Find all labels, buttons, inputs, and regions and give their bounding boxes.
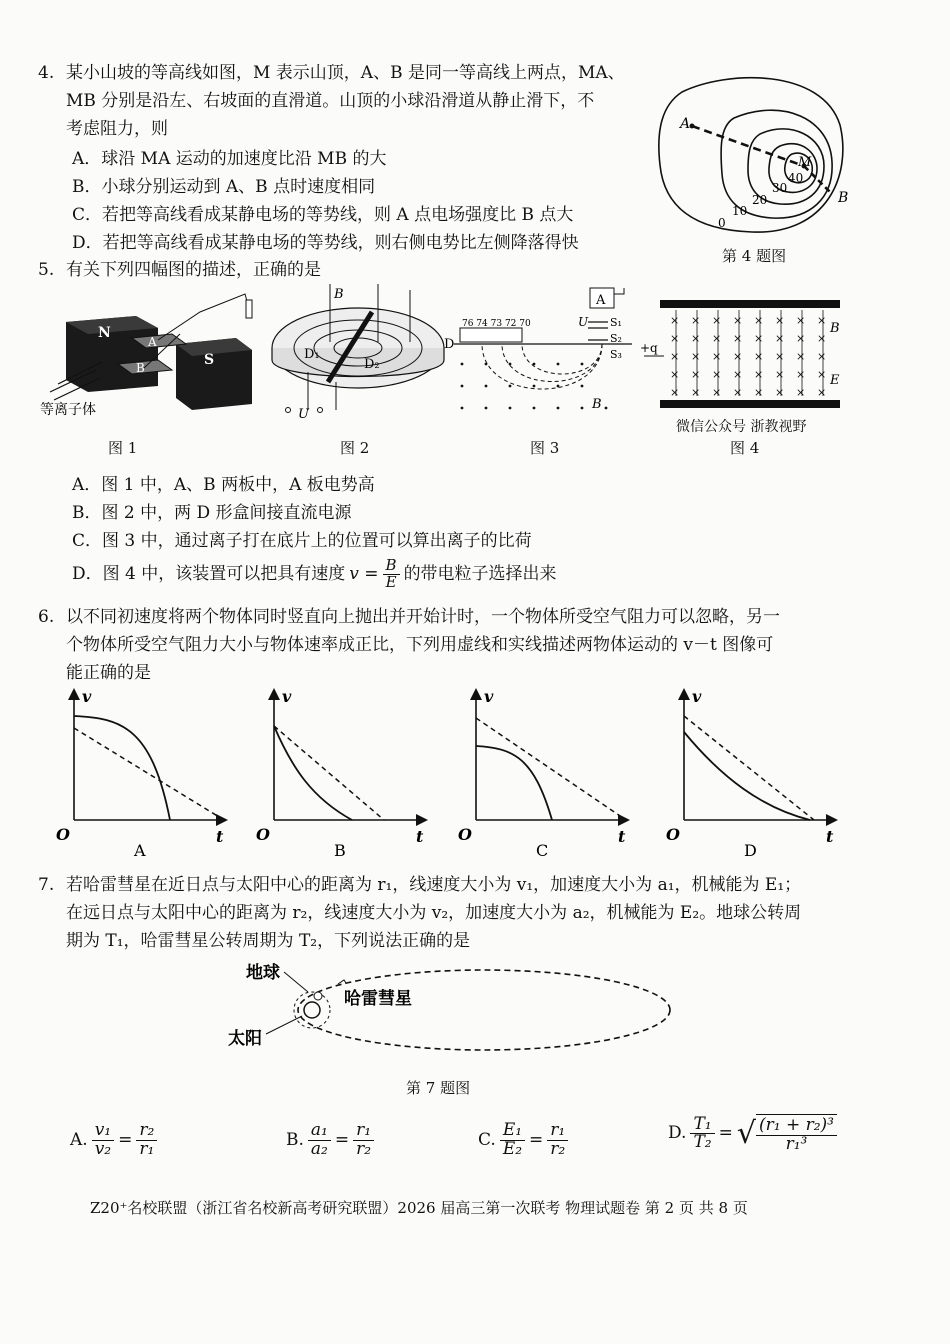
field-x-mark: × (670, 332, 680, 345)
denominator: v₂ (94, 1138, 112, 1159)
option-label: B. (286, 1129, 304, 1150)
dashed-curve (476, 718, 626, 820)
label-s: S (204, 352, 215, 368)
q5-option-d-text: D．图 4 中，该装置可以把具有速度 (72, 563, 346, 584)
q5-number: 5. (38, 260, 55, 280)
earth-orbit (294, 992, 330, 1028)
field-x-mark: × (817, 332, 827, 345)
field-x-mark: × (796, 350, 806, 363)
axis-label-t: t (618, 827, 626, 846)
q5-fig4 (640, 296, 855, 421)
label-c30: 30 (772, 181, 788, 195)
left-fraction (92, 1122, 114, 1159)
solid-curve (274, 726, 352, 820)
label-a: A (596, 293, 606, 308)
q5-fig2 (268, 282, 448, 422)
numerator: r₁ (353, 1122, 374, 1141)
earth (314, 992, 322, 1000)
label-e: E (830, 373, 840, 388)
field-x-mark: × (691, 350, 701, 363)
q5-option-a: A．图 1 中，A、B 两板中，A 板电势高 (72, 475, 375, 495)
q7-stem-line-3: 期为 T₁，哈雷彗星公转周期为 T₂，下列说法正确的是 (66, 931, 471, 951)
label-m: M (798, 155, 812, 170)
q7-option-d: D. $\frac{\text{T₁}}{\text{T₂}}$ = √ $\frac{\text{(r₁ + r₂)³}}{\text{r₁³}}$ (668, 1114, 837, 1154)
field-x-mark: × (754, 386, 764, 399)
field-x-mark: × (670, 350, 680, 363)
contour-10 (721, 110, 832, 218)
q4-option-c: C．若把等高线看成某静电场的等势线，则 A 点电场强度比 B 点大 (72, 205, 574, 225)
q6-stem-line-1: 以不同初速度将两个物体同时竖直向上抛出并开始计时，一个物体所受空气阻力可以忽略，另一 (66, 607, 780, 627)
graph-option-label: D (744, 841, 757, 858)
sqrt-icon: √ (736, 1115, 756, 1151)
label-earth: 地球 (246, 963, 280, 983)
graph-option-label: B (334, 841, 346, 858)
q7-option-b: B. $\frac{\text{a₁}}{\text{a₂}}$ = $\frac{\text{r₁}}{\text{r₂}}$ (286, 1122, 374, 1159)
label-n: N (98, 325, 111, 341)
field-x-mark: × (796, 386, 806, 399)
numerator: T₁ (690, 1116, 714, 1135)
right-fraction (756, 1114, 837, 1154)
graph-option-label: A (134, 841, 146, 858)
q4-option-b: B．小球分别运动到 A、B 点时速度相同 (72, 177, 376, 197)
solid-curve (476, 746, 552, 820)
label-s1: S₁ (610, 316, 622, 329)
axis-label-v: v (484, 688, 494, 706)
field-x-mark: × (775, 368, 785, 381)
field-x-mark: × (733, 350, 743, 363)
v-axis-arrow-icon (470, 688, 482, 700)
axis-label-t: t (216, 827, 224, 846)
q6-stem-line-2: 个物体所受空气阻力大小与物体速率成正比，下列用虚线和实线描述两物体运动的 v－t 图像可 (66, 635, 774, 655)
vt-graph-b (252, 688, 432, 858)
label-u: U (578, 315, 589, 329)
label-q: +q (640, 341, 658, 355)
left-fraction (500, 1122, 525, 1159)
denominator: a₂ (310, 1138, 328, 1159)
option-label: D. (668, 1123, 687, 1144)
label-d: D (444, 337, 455, 352)
field-x-mark: × (775, 332, 785, 345)
label-b: B (334, 287, 344, 302)
field-x-mark: × (817, 386, 827, 399)
field-x-mark: × (691, 368, 701, 381)
q5-option-c: C．图 3 中，通过离子打在底片上的位置可以算出离子的比荷 (72, 531, 532, 551)
graph-option-label: C (536, 841, 549, 858)
q4-option-a: A．球沿 MA 运动的加速度比沿 MB 的大 (72, 149, 387, 169)
label-s3: S₃ (610, 348, 622, 361)
q5-option-d-fraction (383, 558, 400, 591)
right-fraction (353, 1122, 374, 1159)
label-d1: D₁ (304, 347, 320, 362)
axis-label-v: v (692, 688, 702, 706)
right-fraction (547, 1122, 568, 1159)
field-x-mark: × (817, 350, 827, 363)
field-x-mark: × (733, 314, 743, 327)
q5-fig1-caption: 图 1 (108, 439, 138, 457)
field-x-mark: × (733, 332, 743, 345)
q4-number: 4. (38, 63, 55, 83)
v-axis-arrow-icon (68, 688, 80, 700)
q4-figure-caption: 第 4 题图 (722, 247, 787, 265)
t-axis-arrow-icon (216, 814, 228, 826)
q5-option-d (72, 558, 557, 591)
field-x-mark: × (733, 368, 743, 381)
dashed-curve (74, 728, 224, 820)
field-x-mark: × (712, 368, 722, 381)
q4-stem-line-2: MB 分别是沿左、右坡面的直滑道。山顶的小球沿滑道从静止滑下，不 (66, 91, 595, 111)
q5-watermark: 微信公众号 浙教视野 (676, 419, 807, 435)
vt-graph-c (454, 688, 634, 858)
field-x-mark: × (670, 368, 680, 381)
q7-stem-line-1: 若哈雷彗星在近日点与太阳中心的距离为 r₁，线速度大小为 v₁，加速度大小为 a₁，机械能为 E₁； (66, 875, 802, 895)
label-c10: 10 (732, 204, 748, 218)
q7-number: 7. (38, 875, 55, 895)
label-b: B (830, 321, 840, 336)
vt-graph-a (52, 688, 232, 858)
field-x-mark: × (733, 386, 743, 399)
label-sun: 太阳 (228, 1029, 262, 1049)
field-x-mark: × (691, 386, 701, 399)
t-axis-arrow-icon (826, 814, 838, 826)
field-x-mark: × (712, 314, 722, 327)
q5-fig4-caption: 图 4 (730, 439, 760, 457)
comet-orbit (298, 970, 670, 1050)
axis-label-v: v (282, 688, 292, 706)
solid-curve (684, 732, 810, 820)
field-x-mark: × (796, 332, 806, 345)
label-plate-a: A (148, 335, 157, 349)
sun (304, 1002, 320, 1018)
fraction-denominator: E (385, 572, 397, 591)
label-c40: 40 (788, 171, 804, 185)
q7-stem-line-2: 在远日点与太阳中心的距离为 r₂，线速度大小为 v₂，加速度大小为 a₂，机械能为 E₂。地球公转周 (66, 903, 802, 923)
q4-stem-line-1: 某小山坡的等高线如图，M 表示山顶，A、B 是同一等高线上两点，MA、 (66, 63, 625, 83)
label-b: B (592, 397, 602, 412)
origin-label: O (56, 825, 70, 844)
q6-stem-line-3: 能正确的是 (66, 663, 151, 683)
q4-option-d: D．若把等高线看成某静电场的等势线，则右侧电势比左侧降落得快 (72, 233, 579, 253)
field-x-mark: × (817, 314, 827, 327)
q5-fig2-caption: 图 2 (340, 439, 370, 457)
label-s2: S₂ (610, 332, 622, 345)
v-axis-arrow-icon (678, 688, 690, 700)
fraction-numerator: B (383, 558, 400, 575)
q5-stem: 有关下列四幅图的描述，正确的是 (66, 260, 321, 280)
denominator: r₁ (139, 1138, 155, 1159)
numerator: a₁ (308, 1122, 331, 1141)
label-u: U (298, 407, 309, 422)
axis-label-t: t (826, 827, 834, 846)
q7-option-a: A. $\frac{\text{v₁}}{\text{v₂}}$ = $\frac{\text{r₂}}{\text{r₁}}$ (70, 1122, 157, 1159)
numerator: r₂ (136, 1122, 157, 1141)
field-x-mark: × (712, 386, 722, 399)
left-fraction (690, 1113, 714, 1153)
q5-option-d-v: v = (349, 563, 379, 584)
label-d2: D₂ (364, 357, 380, 372)
q7-figure-caption: 第 7 题图 (406, 1079, 471, 1097)
denominator: r₂ (356, 1138, 372, 1159)
right-fraction (136, 1122, 157, 1159)
field-x-mark: × (712, 350, 722, 363)
label-b: B (838, 190, 849, 206)
label-c0: 0 (718, 216, 726, 230)
numerator: r₁ (547, 1122, 568, 1141)
label-a: A (680, 116, 691, 132)
vt-graph-d (662, 688, 842, 858)
origin-label: O (666, 825, 680, 844)
t-axis-arrow-icon (416, 814, 428, 826)
field-x-mark: × (796, 314, 806, 327)
q7-orbit-figure (222, 958, 682, 1058)
label-comet: 哈雷彗星 (344, 989, 412, 1009)
label-c20: 20 (752, 193, 768, 207)
option-label: A. (70, 1129, 88, 1150)
option-label: C. (478, 1129, 496, 1150)
field-x-mark: × (712, 332, 722, 345)
numerator: (r₁ + r₂)³ (756, 1117, 837, 1136)
solid-curve (74, 716, 170, 820)
denominator: E₂ (502, 1138, 523, 1159)
field-x-mark: × (670, 386, 680, 399)
field-x-mark: × (691, 332, 701, 345)
q5-fig3-caption: 图 3 (530, 439, 560, 457)
contour-0 (659, 78, 843, 232)
field-x-mark: × (796, 368, 806, 381)
page-footer: Z20⁺名校联盟（浙江省名校新高考研究联盟）2026 届高三第一次联考 物理试题卷 第 2 页 共 8 页 (90, 1199, 748, 1217)
field-x-mark: × (754, 332, 764, 345)
q4-contour-figure (652, 70, 857, 240)
q5-option-b: B．图 2 中，两 D 形盒间接直流电源 (72, 503, 352, 523)
left-fraction (308, 1122, 331, 1159)
q4-stem-line-3: 考虑阻力，则 (66, 119, 168, 139)
v-axis-arrow-icon (268, 688, 280, 700)
numerator: v₁ (92, 1122, 114, 1141)
q6-number: 6. (38, 607, 55, 627)
origin-label: O (256, 825, 270, 844)
field-x-mark: × (775, 386, 785, 399)
label-scale: 76 74 73 72 70 (462, 319, 531, 329)
field-x-mark: × (670, 314, 680, 327)
label-plate-b: B (136, 361, 145, 375)
q7-option-c: C. $\frac{\text{E₁}}{\text{E₂}}$ = $\frac{\text{r₁}}{\text{r₂}}$ (478, 1122, 568, 1159)
denominator: r₂ (550, 1138, 566, 1159)
field-x-mark: × (775, 314, 785, 327)
origin-label: O (458, 825, 472, 844)
denominator: T₂ (693, 1132, 712, 1153)
field-x-mark: × (775, 350, 785, 363)
denominator: r₁³ (785, 1133, 808, 1154)
q5-fig3 (442, 282, 642, 422)
field-x-mark: × (691, 314, 701, 327)
field-x-mark: × (754, 368, 764, 381)
field-x-mark: × (754, 350, 764, 363)
numerator: E₁ (500, 1122, 525, 1141)
field-x-mark: × (754, 314, 764, 327)
dashed-curve (684, 716, 814, 820)
axis-label-t: t (416, 827, 424, 846)
label-plasma: 等离子体 (40, 402, 96, 418)
q5-fig1 (40, 292, 265, 422)
field-x-mark: × (817, 368, 827, 381)
axis-label-v: v (82, 688, 92, 706)
wire-top (158, 294, 250, 340)
q5-option-d-tail: 的带电粒子选择出来 (403, 563, 557, 584)
